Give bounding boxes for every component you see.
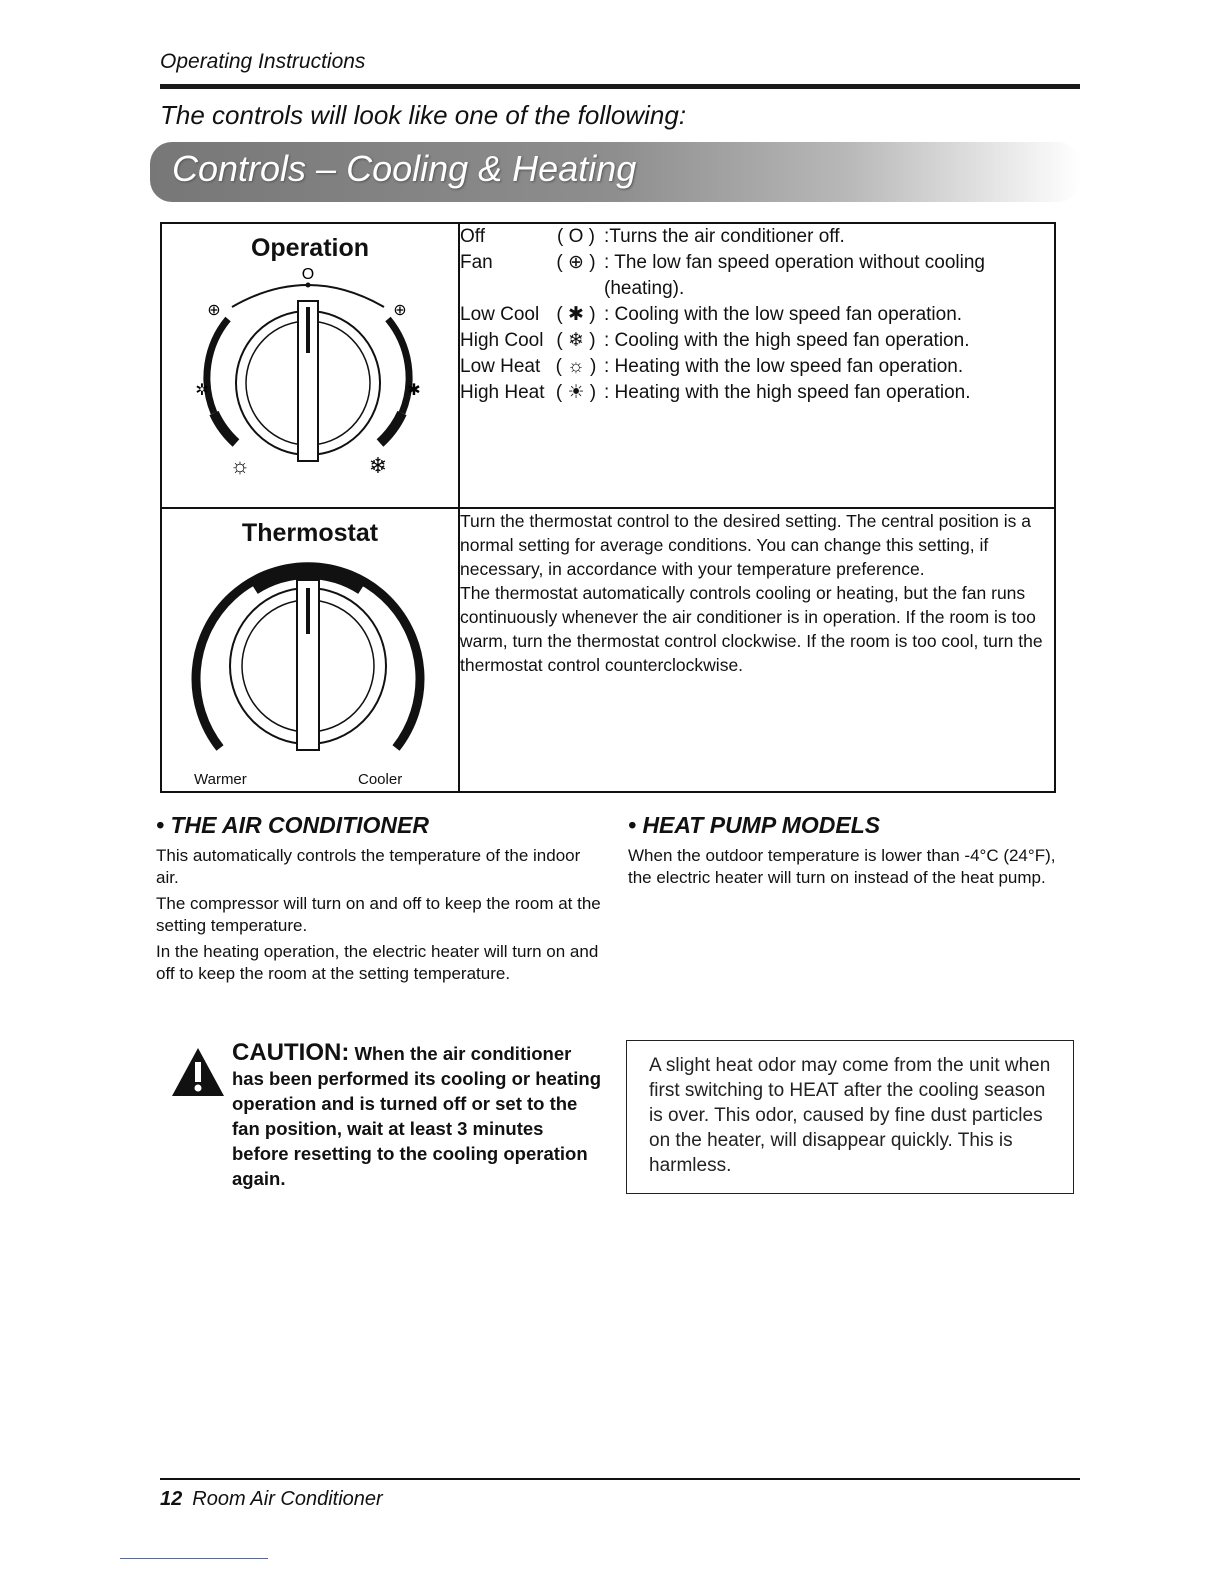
thermostat-dial-icon: [162, 548, 454, 758]
svg-text:⊕: ⊕: [207, 302, 221, 319]
thermostat-paragraph-1: Turn the thermostat control to the desired setting. The central position is a normal setting for average conditions. You can change this setting, if necessary, in accordance with your temperature preference.: [460, 511, 1031, 579]
heat-pump-paragraph: When the outdoor temperature is lower than -4°C (24°F), the electric heater will turn on instead of the heat pump.: [628, 846, 1056, 887]
svg-text:✲: ✲: [195, 382, 209, 399]
operation-mode-row: [460, 354, 1054, 380]
operation-mode-name: Fan: [460, 252, 493, 273]
operation-mode-symbol: ( O ): [557, 226, 595, 247]
banner-title: Controls – Cooling & Heating: [172, 148, 637, 189]
operation-mode-symbol: ( ⊕ ): [556, 252, 596, 273]
operation-mode-desc: : Cooling with the low speed fan operation.: [604, 304, 963, 325]
heat-odor-note-text: A slight heat odor may come from the unit when first switching to HEAT after the cooling season is over. This odor, caused by fine dust particles on the heater, will disappear quickly. This is harmless.: [649, 1055, 1051, 1176]
operation-mode-symbol: ( ☼ ): [555, 356, 597, 377]
svg-text:❄: ❄: [368, 453, 388, 478]
page-footer: [160, 1488, 383, 1511]
air-conditioner-paragraph-1: This automatically controls the temperature of the indoor air.: [156, 846, 581, 887]
operation-mode-symbol: ( ☀ ): [555, 382, 597, 403]
heat-pump-title: • HEAT PUMP MODELS: [628, 812, 881, 838]
thermostat-dial-cell: [161, 508, 459, 792]
operation-mode-row: [460, 380, 1054, 406]
section-header: Operating Instructions: [160, 50, 366, 73]
caution-label: CAUTION:: [232, 1039, 350, 1066]
air-conditioner-paragraph-3: In the heating operation, the electric heater will turn on and off to keep the room at the setting temperature.: [156, 942, 599, 983]
operation-mode-row: [460, 328, 1054, 354]
cooler-label: Cooler: [358, 771, 403, 788]
footer-title: Room Air Conditioner: [192, 1488, 383, 1510]
operation-dial-icon: [162, 263, 454, 483]
scan-artifact-line: [120, 1558, 268, 1559]
operation-mode-row: [460, 250, 1054, 302]
operation-description-cell: [459, 223, 1055, 508]
air-conditioner-section: [156, 812, 606, 989]
intro-text: The controls will look like one of the following:: [160, 100, 687, 130]
operation-modes-list: [460, 224, 1054, 406]
thermostat-paragraph-2: The thermostat automatically controls cooling or heating, but the fan runs continuously whenever the air conditioner is in operation. If the room is too warm, turn the thermostat control clockwise. If the room is too cool, turn the thermostat control counterclockwise.: [460, 583, 1043, 675]
heat-odor-note: [626, 1040, 1074, 1194]
operation-mode-symbol: ( ❄ ): [556, 330, 596, 351]
operation-mode-name: High Cool: [460, 330, 544, 351]
footer-rule: [160, 1478, 1080, 1480]
warmer-label: Warmer: [194, 771, 247, 788]
operation-mode-name: Low Cool: [460, 304, 540, 325]
air-conditioner-title: • THE AIR CONDITIONER: [156, 812, 429, 838]
page-number: 12: [160, 1488, 183, 1510]
thermostat-title: Thermostat: [241, 519, 379, 547]
operation-dial-cell: [161, 223, 459, 508]
operation-mode-row: [460, 224, 1054, 250]
operation-mode-desc: : Heating with the high speed fan operation.: [604, 382, 971, 403]
svg-text:⊕: ⊕: [393, 302, 407, 319]
svg-text:✱: ✱: [407, 382, 421, 399]
operation-mode-desc: :Turns the air conditioner off.: [604, 226, 845, 247]
heat-pump-section: [628, 812, 1074, 893]
operation-mode-name: Off: [460, 226, 485, 247]
operation-mode-row: [460, 302, 1054, 328]
caution-notice: [232, 1040, 602, 1191]
operation-mode-name: Low Heat: [460, 356, 541, 377]
svg-text:O: O: [301, 266, 315, 283]
operation-mode-desc: : The low fan speed operation without cooling (heating).: [604, 252, 985, 299]
caution-text: When the air conditioner has been performed its cooling or heating operation and is turned off or set to the fan position, wait at least 3 minutes before resetting to the cooling operation again.: [232, 1043, 602, 1189]
operation-mode-desc: : Heating with the low speed fan operation.: [604, 356, 964, 377]
operation-mode-symbol: ( ✱ ): [556, 304, 596, 325]
svg-text:☼: ☼: [229, 453, 251, 478]
thermostat-description-cell: [459, 508, 1055, 792]
air-conditioner-paragraph-2: The compressor will turn on and off to keep the room at the setting temperature.: [156, 894, 601, 935]
operation-mode-desc: : Cooling with the high speed fan operation.: [604, 330, 970, 351]
operation-mode-name: High Heat: [460, 382, 545, 403]
operation-title: Operation: [250, 234, 370, 262]
controls-table: [160, 222, 1056, 793]
header-rule: [160, 84, 1080, 89]
warning-icon: [170, 1046, 226, 1098]
